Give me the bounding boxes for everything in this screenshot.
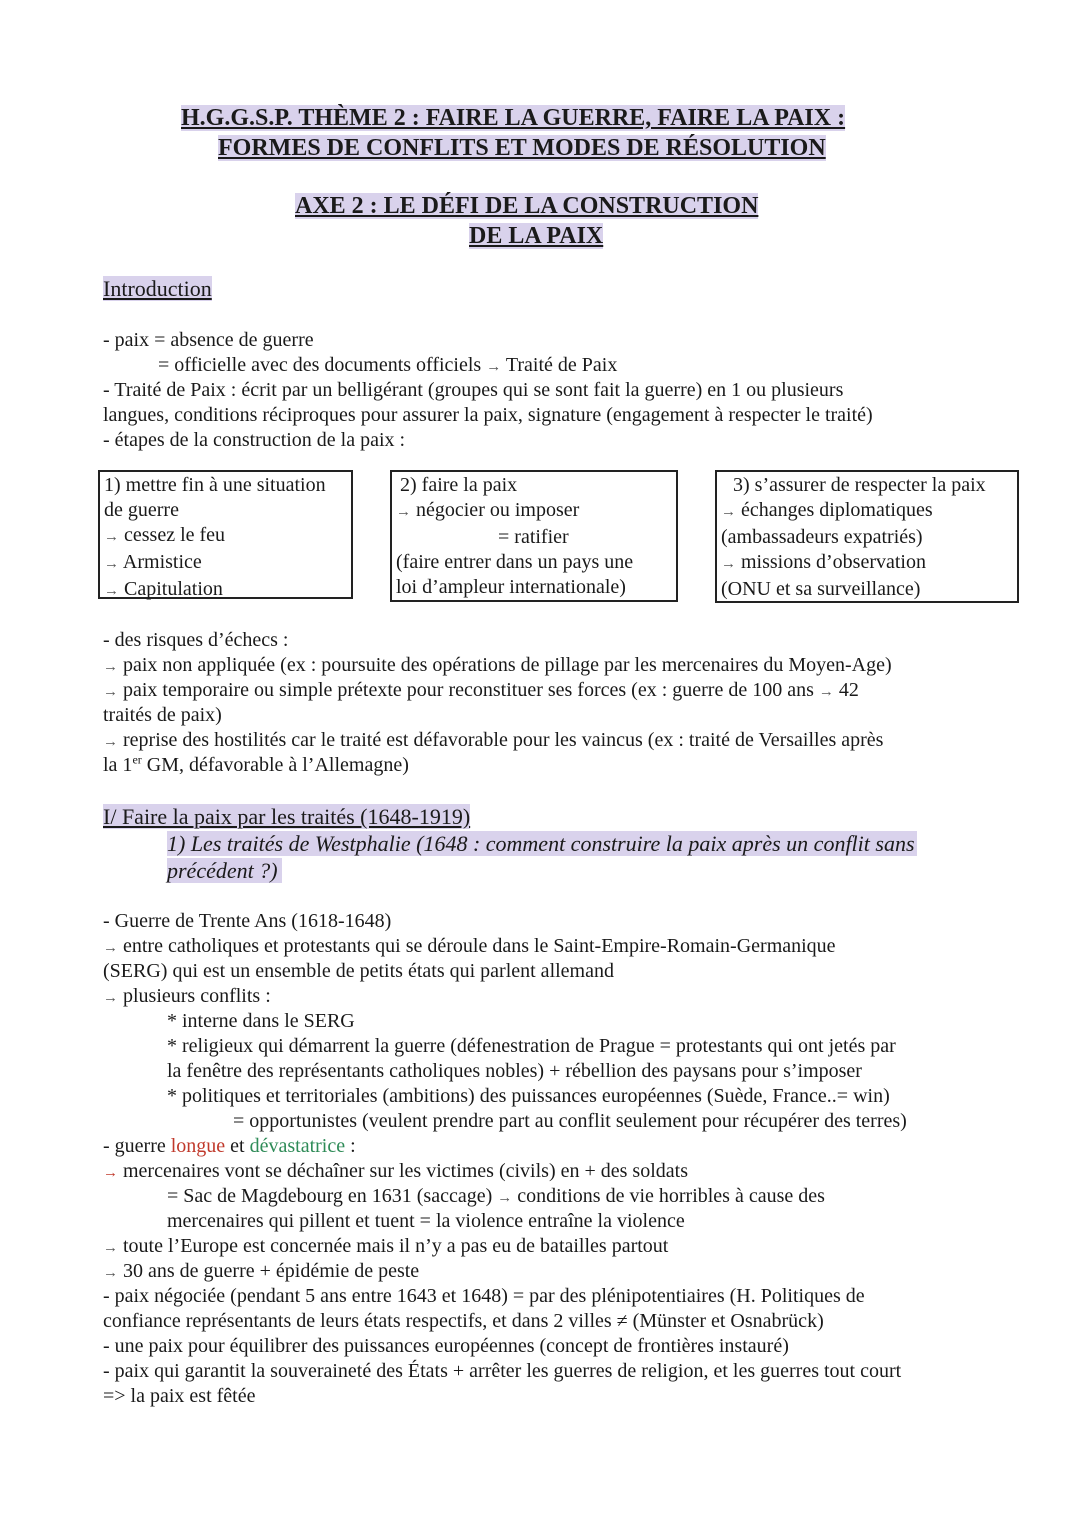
body-line <box>103 1134 356 1159</box>
subsection-text-2: précédent ?) <box>167 858 282 883</box>
arrow-icon: → <box>103 940 118 956</box>
body-text: mercenaires vont se déchaîner sur les victimes (civils) en + des soldats <box>123 1160 688 1182</box>
body-line <box>103 934 836 961</box>
risks-text: la 1 <box>103 754 133 776</box>
arrow-icon: → <box>103 1240 118 1256</box>
risks-line-1: - des risques d’échecs : <box>103 629 289 651</box>
body-line <box>103 1234 668 1261</box>
body-text: entre catholiques et protestants qui se déroule dans le Saint-Empire-Romain-Germanique <box>123 935 836 957</box>
risks-text: 42 <box>838 679 859 701</box>
body-line <box>103 1259 419 1286</box>
risks-line-6 <box>103 753 409 778</box>
body-line: mercenaires qui pillent et tuent = la violence entraîne la violence <box>167 1210 685 1232</box>
step-box-1-line <box>104 523 347 550</box>
arrow-icon: → <box>104 529 119 545</box>
body-text: : <box>345 1135 356 1157</box>
body-line: - paix qui garantit la souveraineté des États + arrêter les guerres de religion, et les guerres tout court <box>103 1360 902 1382</box>
risks-text: GM, défavorable à l’Allemagne) <box>141 754 409 776</box>
body-text: toute l’Europe est concernée mais il n’y a pas eu de batailles partout <box>123 1235 669 1257</box>
page-title-line1 <box>181 103 845 133</box>
title-text-2: FORMES DE CONFLITS ET MODES DE RÉSOLUTION <box>218 135 826 161</box>
body-line: (SERG) qui est un ensemble de petits états qui parlent allemand <box>103 960 614 982</box>
step-box-3-line: 3) s’assurer de respecter la paix <box>733 474 986 496</box>
step-box-2-line: loi d’ampleur internationale) <box>396 576 626 598</box>
box-text: cessez le feu <box>124 524 226 546</box>
risks-line-5 <box>103 728 883 755</box>
box-text: échanges diplomatiques <box>741 499 933 521</box>
arrow-icon: → <box>103 684 118 700</box>
risks-line-3 <box>103 678 859 705</box>
body-text: 30 ans de guerre + épidémie de peste <box>123 1260 420 1282</box>
step-box-3 <box>715 470 1019 603</box>
risks-line-2 <box>103 653 892 680</box>
box-text: missions d’observation <box>741 551 926 573</box>
arrow-icon: → <box>104 556 119 572</box>
body-line: = opportunistes (veulent prendre part au conflit seulement pour récupérer des terres) <box>233 1110 907 1132</box>
intro-line-4: langues, conditions réciproques pour assurer la paix, signature (engagement à respecter le traité) <box>103 404 873 426</box>
arrow-icon: → <box>103 1265 118 1281</box>
risks-text: reprise des hostilités car le traité est défavorable pour les vaincus (ex : traité de Versailles après <box>123 729 884 751</box>
arrow-icon: → <box>818 684 834 700</box>
step-box-2-line <box>396 498 672 525</box>
body-line: * religieux qui démarrent la guerre (défenestration de Prague = protestants qui ont jetés par <box>167 1035 896 1057</box>
body-line: la fenêtre des représentants catholiques nobles) + rébellion des paysans pour s’imposer <box>167 1060 862 1082</box>
intro-line-5: - étapes de la construction de la paix : <box>103 429 406 451</box>
step-box-1 <box>98 470 353 599</box>
intro-line-2-text: = officielle avec des documents officiels <box>158 354 482 376</box>
subsection-text-1: 1) Les traités de Westphalie (1648 : comment construire la paix après un conflit sans <box>167 831 915 856</box>
subsection-heading-line2 <box>167 857 282 884</box>
arrow-icon: → <box>721 504 736 520</box>
risks-text: paix non appliquée (ex : poursuite des opérations de pillage par les mercenaires du Moyen-Age) <box>123 654 892 676</box>
box-text: Capitulation <box>124 578 223 600</box>
title-text-1: H.G.G.S.P. THÈME 2 : FAIRE LA GUERRE, FAIRE LA PAIX : <box>181 105 846 131</box>
superscript: er <box>132 752 142 767</box>
axe-title-line1 <box>295 191 758 221</box>
body-line: - Guerre de Trente Ans (1618-1648) <box>103 910 392 932</box>
body-text: plusieurs conflits : <box>123 985 271 1007</box>
body-line: => la paix est fêtée <box>103 1385 256 1407</box>
step-box-3-line <box>721 498 1013 525</box>
axe-text-2: DE LA PAIX <box>469 223 604 249</box>
step-box-1-line <box>104 577 347 604</box>
arrow-icon: → <box>721 556 736 572</box>
arrow-icon: → <box>104 583 119 599</box>
section-heading <box>103 804 470 829</box>
step-box-2 <box>390 470 678 602</box>
intro-line-3: - Traité de Paix : écrit par un belligérant (groupes qui se sont fait la guerre) en 1 ou plusieurs <box>103 379 844 401</box>
page-title-line2 <box>218 133 826 163</box>
arrow-icon: → <box>396 504 411 520</box>
box-text: Armistice <box>122 551 202 573</box>
step-box-3-line: (ambassadeurs expatriés) <box>721 526 923 548</box>
body-line <box>103 1159 688 1186</box>
body-line: - une paix pour équilibrer des puissances européennes (concept de frontières instauré) <box>103 1335 789 1357</box>
axe-text-1: AXE 2 : LE DÉFI DE LA CONSTRUCTION <box>295 193 759 219</box>
step-box-3-line: (ONU et sa surveillance) <box>721 578 921 600</box>
arrow-icon: → <box>486 359 502 375</box>
body-line: - paix négociée (pendant 5 ans entre 1643 et 1648) = par des plénipotentiaires (H. Politiques de <box>103 1285 865 1307</box>
body-line: * interne dans le SERG <box>167 1010 355 1032</box>
section-heading-text: I/ Faire la paix par les traités (1648-1919) <box>103 804 471 829</box>
body-line: * politiques et territoriales (ambitions) des puissances européennes (Suède, France..= win) <box>167 1085 890 1107</box>
arrow-icon: → <box>103 1165 118 1181</box>
axe-title-line2 <box>469 221 603 251</box>
body-text: conditions de vie horribles à cause des <box>517 1185 825 1207</box>
body-text: et <box>225 1135 250 1157</box>
risks-text: paix temporaire ou simple prétexte pour reconstituer ses forces (ex : guerre de 100 ans <box>123 679 814 701</box>
subsection-heading-line1 <box>167 830 917 857</box>
step-box-2-line: = ratifier <box>498 526 569 548</box>
intro-line-2 <box>158 353 617 380</box>
body-line <box>103 984 271 1011</box>
body-text: = Sac de Magdebourg en 1631 (saccage) <box>167 1185 493 1207</box>
intro-line-2-target: Traité de Paix <box>505 354 618 376</box>
step-box-2-line: (faire entrer dans un pays une <box>396 551 634 573</box>
arrow-icon: → <box>497 1190 513 1206</box>
step-box-2-line: 2) faire la paix <box>400 474 518 496</box>
step-box-3-line <box>721 550 1013 577</box>
intro-heading <box>103 276 212 301</box>
step-box-1-line <box>104 550 347 577</box>
step-box-1-line: 1) mettre fin à une situation <box>104 474 326 496</box>
body-line: confiance représentants de leurs états respectifs, et dans 2 villes ≠ (Münster et Osnabrück) <box>103 1310 824 1332</box>
arrow-icon: → <box>103 990 118 1006</box>
body-line <box>167 1184 825 1211</box>
intro-heading-text: Introduction <box>103 276 212 301</box>
highlight-green-text: dévastatrice <box>249 1135 346 1157</box>
highlight-red-text: longue <box>170 1135 226 1157</box>
body-text: - guerre <box>103 1135 171 1157</box>
step-box-1-line: de guerre <box>104 499 179 521</box>
risks-line-4: traités de paix) <box>103 704 222 726</box>
intro-line-1: - paix = absence de guerre <box>103 329 314 351</box>
arrow-icon: → <box>103 659 118 675</box>
arrow-icon: → <box>103 734 118 750</box>
box-text: négocier ou imposer <box>416 499 580 521</box>
